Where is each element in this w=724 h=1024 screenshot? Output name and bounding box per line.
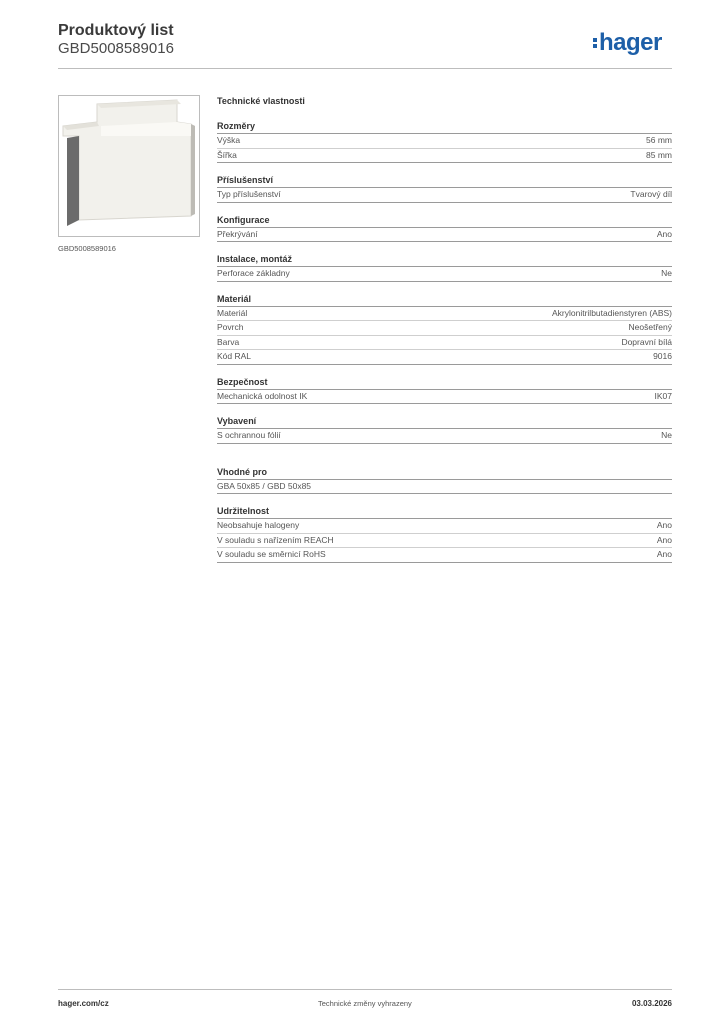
logo-text: hager — [599, 29, 662, 56]
spec-label: Šířka — [217, 149, 237, 160]
spec-section — [217, 121, 672, 163]
spec-label: Perforace základny — [217, 268, 290, 278]
spec-section-title: Bezpečnost — [217, 377, 672, 390]
spec-row — [217, 267, 672, 282]
spec-section — [217, 294, 672, 365]
spec-row — [217, 321, 672, 336]
header-divider — [58, 68, 672, 69]
hager-logo — [593, 28, 662, 58]
spec-row — [217, 548, 672, 563]
spec-row — [217, 390, 672, 405]
spec-value: Neošetřený — [628, 322, 672, 332]
spec-label: GBA 50x85 / GBD 50x85 — [217, 480, 312, 491]
footer-divider — [58, 989, 672, 990]
spec-section — [217, 175, 672, 203]
spec-value: 56 mm — [646, 135, 672, 145]
spec-label: V souladu s nařízením REACH — [217, 534, 334, 545]
specs-table — [217, 95, 672, 563]
spec-value: Ano — [656, 520, 672, 530]
page-title: Produktový list — [58, 22, 174, 39]
spec-value: Tvarový díl — [630, 189, 672, 199]
cable-duct-tee-image — [59, 96, 199, 236]
spec-label: Povrch — [217, 322, 244, 332]
footer-notice: Technické změny vyhrazeny — [318, 999, 412, 1008]
spec-section-title: Konfigurace — [217, 215, 672, 228]
spec-row — [217, 350, 672, 365]
image-caption: GBD5008589016 — [58, 244, 116, 253]
specs-title: Technické vlastnosti — [217, 96, 305, 106]
spec-label: Neobsahuje halogeny — [217, 520, 300, 530]
spec-label: S ochrannou fólií — [217, 430, 281, 440]
spec-value: 9016 — [653, 351, 672, 361]
spec-value: IK07 — [654, 390, 672, 401]
spec-section-title: Vhodné pro — [217, 467, 672, 480]
spec-value: Dopravní bílá — [621, 336, 672, 347]
spec-section — [217, 506, 672, 563]
spec-row — [217, 149, 672, 164]
spec-row — [217, 228, 672, 243]
spec-label: V souladu se směrnicí RoHS — [217, 549, 326, 559]
spec-label: Mechanická odolnost IK — [217, 390, 308, 401]
spec-label: Typ příslušenství — [217, 189, 281, 199]
spec-section — [217, 215, 672, 243]
spec-row — [217, 480, 672, 495]
spec-row — [217, 307, 672, 322]
spec-section — [217, 467, 672, 495]
spec-row — [217, 134, 672, 149]
spec-label: Materiál — [217, 307, 248, 318]
spec-value: Ano — [656, 534, 672, 545]
spec-value: Akrylonitrilbutadienstyren (ABS) — [552, 307, 672, 318]
footer-website[interactable]: hager.com/cz — [58, 999, 109, 1008]
spec-label: Barva — [217, 336, 240, 347]
spec-section — [217, 416, 672, 444]
spec-value: Ano — [656, 549, 672, 559]
spec-label: Výška — [217, 135, 241, 145]
product-image — [58, 95, 200, 237]
spec-row — [217, 336, 672, 351]
spec-label: Kód RAL — [217, 351, 252, 361]
spec-section-title: Udržitelnost — [217, 506, 672, 519]
spec-row — [217, 534, 672, 549]
spec-section-title: Příslušenství — [217, 175, 672, 188]
spec-row — [217, 519, 672, 534]
spec-label: Překrývání — [217, 228, 258, 239]
logo-dots-icon — [593, 37, 597, 49]
footer-date: 03.03.2026 — [631, 999, 672, 1008]
spec-section-title: Vybavení — [217, 416, 672, 429]
spec-value: Ne — [661, 430, 672, 440]
spec-row — [217, 429, 672, 444]
spec-section — [217, 377, 672, 405]
spec-section-title: Materiál — [217, 294, 672, 307]
spec-row — [217, 188, 672, 203]
spec-section-title: Instalace, montáž — [217, 254, 672, 267]
spec-value: Ano — [656, 228, 672, 239]
product-code: GBD5008589016 — [58, 40, 174, 57]
spec-value: 85 mm — [646, 149, 672, 160]
spec-section — [217, 254, 672, 282]
spec-value: Ne — [661, 268, 672, 278]
spec-section-title: Rozměry — [217, 121, 672, 134]
